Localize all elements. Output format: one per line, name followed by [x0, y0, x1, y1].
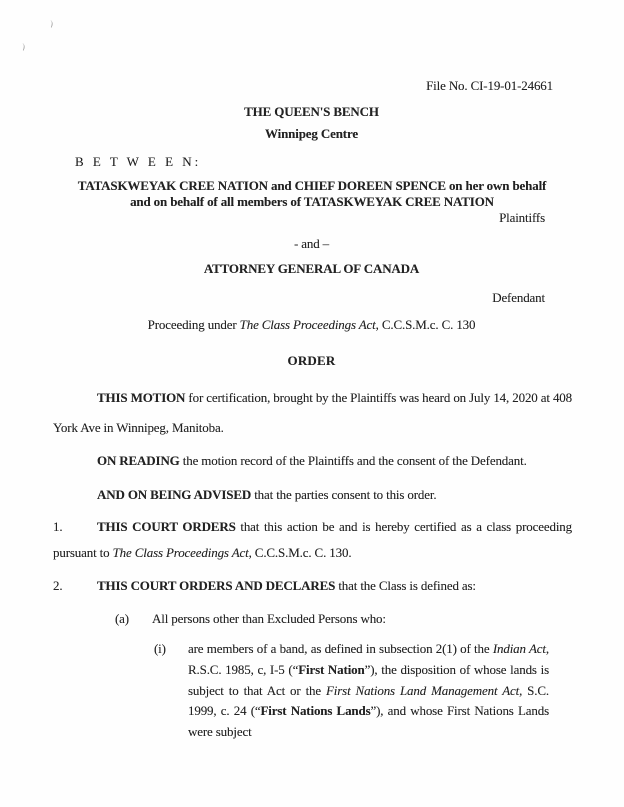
defined-term: First Nations Lands [260, 703, 371, 719]
recital-on-being-advised [53, 480, 572, 510]
pen-scan-mark [18, 42, 26, 51]
order-paragraph-2 [53, 573, 572, 599]
list-marker: (i) [154, 641, 166, 656]
order-text: , C.C.S.M.c. C. 130. [248, 545, 352, 560]
recital-text: the motion record of the Plaintiffs and the consent of the Defendant. [179, 453, 527, 468]
plaintiff-name-line2: and on behalf of all members of TATASKWEYAK CREE NATION [130, 194, 494, 209]
recital-text: that the parties consent to this order. [251, 487, 437, 502]
recital-lead: ON READING [97, 453, 180, 468]
order-paragraph-1 [53, 514, 572, 566]
party-separator: - and – [293, 236, 330, 251]
class-definition-item-a [115, 611, 585, 627]
item-text: , S.C. 1999, c. 24 (“ [188, 682, 549, 719]
order-text: that the Class is defined as: [335, 578, 476, 593]
item-text: All persons other than Excluded Persons who: [152, 611, 386, 626]
order-lead: THIS COURT ORDERS [97, 519, 236, 534]
recital-on-reading [53, 446, 572, 476]
proceeding-statement [53, 317, 570, 333]
paragraph-number: 2. [53, 578, 63, 593]
item-text: ”), and whose First Nations Lands were subject [188, 703, 549, 740]
plaintiff-role-label: Plaintiffs [499, 210, 545, 225]
item-text: ”), the disposition of whose lands is subject to that Act or the [188, 661, 549, 698]
proceeding-prefix: Proceeding under [147, 317, 240, 332]
paragraph-number: 1. [53, 519, 63, 534]
item-text: are members of a band, as defined in subsection 2(1) of the [188, 641, 493, 656]
recital-text: for certification, brought by the Plaintiffs was heard on July 14, 2020 at 408 York Ave in Winnipeg, Manitoba. [53, 390, 572, 435]
order-lead: THIS COURT ORDERS AND DECLARES [97, 578, 336, 593]
between-label: B E T W E E N: [75, 154, 202, 169]
file-number: File No. CI-19-01-24661 [426, 78, 553, 93]
item-text: , R.S.C. 1985, c, I-5 (“ [188, 641, 549, 677]
court-registry: Winnipeg Centre [265, 126, 358, 141]
recital-this-motion [53, 383, 572, 443]
document-title: ORDER [287, 353, 336, 368]
recital-lead: THIS MOTION [97, 390, 186, 405]
class-definition-item-i [154, 639, 549, 743]
plaintiff-name-line1: TATASKWEYAK CREE NATION and CHIEF DOREEN SPENCE on her own behalf [77, 178, 547, 193]
defined-term: First Nation [298, 661, 365, 677]
defendant-name: ATTORNEY GENERAL OF CANADA [203, 261, 420, 276]
act-title: First Nations Land Management Act [326, 682, 520, 698]
proceeding-suffix: , C.C.S.M.c. C. 130 [375, 317, 476, 332]
list-marker: (a) [115, 611, 129, 626]
recital-lead: AND ON BEING ADVISED [97, 487, 252, 502]
court-name: THE QUEEN'S BENCH [244, 104, 379, 119]
pen-scan-mark [46, 19, 54, 28]
act-title: Indian Act [492, 641, 546, 656]
order-text: that this action be and is hereby certified as a class proceeding pursuant to [53, 519, 572, 560]
defendant-role-label: Defendant [492, 290, 545, 305]
plaintiff-name [40, 178, 584, 210]
proceeding-act-title: The Class Proceedings Act [239, 317, 376, 332]
order-act-title: The Class Proceedings Act [112, 545, 249, 560]
